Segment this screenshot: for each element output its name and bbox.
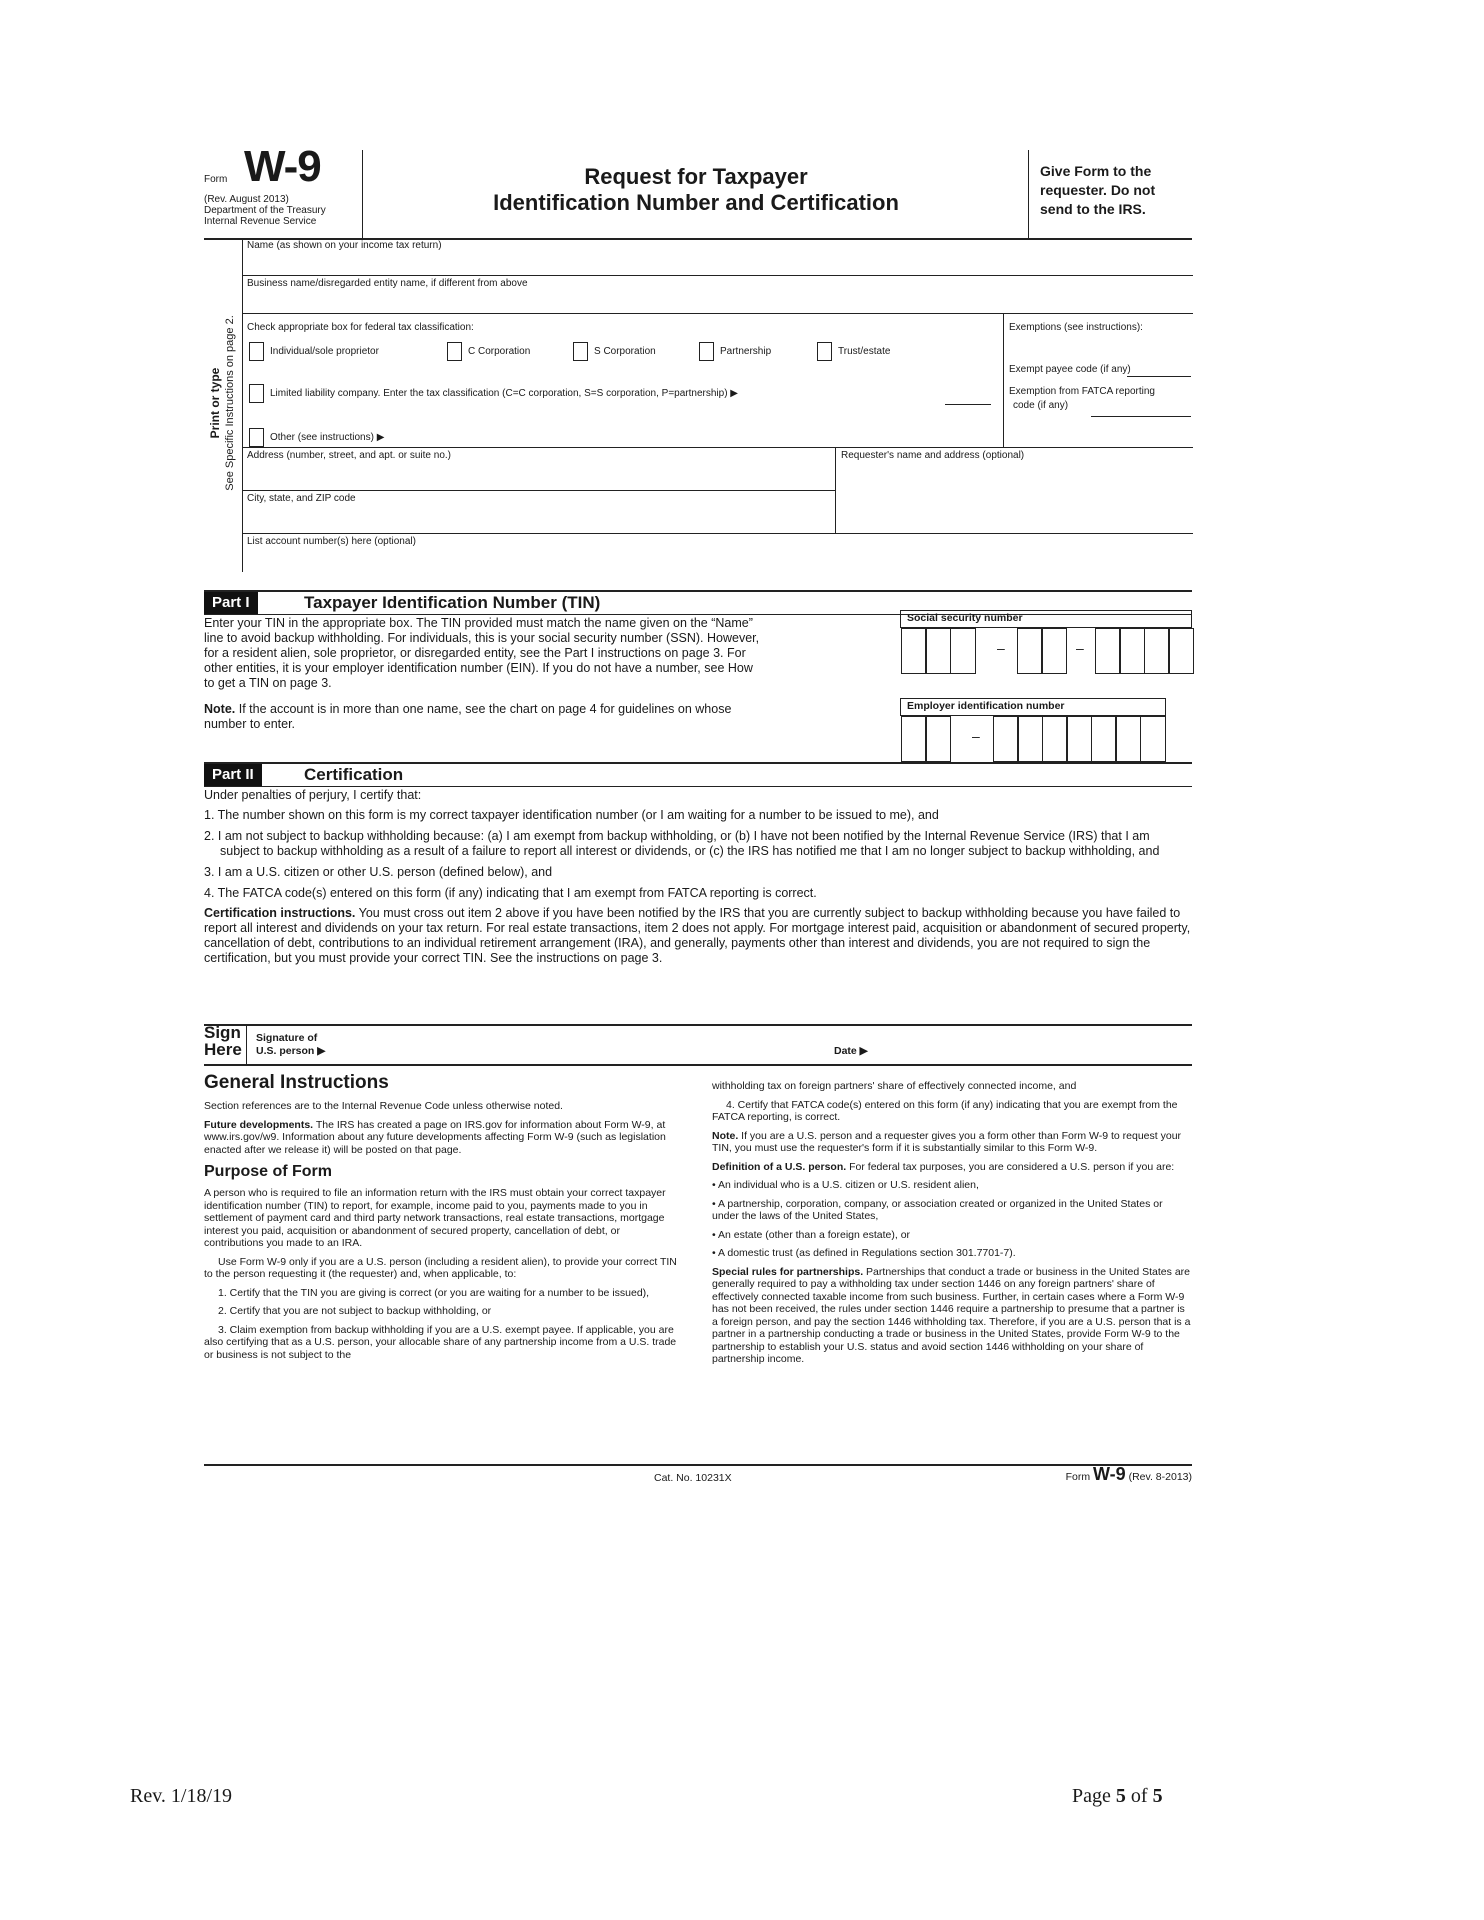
- llc-classification-input[interactable]: [945, 404, 991, 405]
- option-llc[interactable]: [249, 384, 738, 403]
- ssn-digit[interactable]: [925, 628, 951, 674]
- special-text: Partnerships that conduct a trade or business in the United States are generally required to pay a withholding tax under section 1446 on any foreign partners' share of effectively connected taxable income from such business. Further, in certain cases where a Form W-9 has not been received, the rules under section 1446 require a partnership to presume that a partner is a foreign person, and pay the section 1446 withholding tax. Therefore, if you are a U.S. person that is a partner in a partnership conducting a trade or business in the United States, provide Form W-9 to the partnership to establish your U.S. status and avoid section 1446 withholding on your share of partnership income.: [712, 1265, 1191, 1365]
- sig-line-1: Signature of: [256, 1032, 318, 1044]
- city-label: City, state, and ZIP code: [247, 493, 356, 504]
- give-line-3: send to the IRS.: [1040, 201, 1146, 217]
- divider: [362, 150, 363, 238]
- sign-word: Sign: [204, 1023, 241, 1042]
- continued-text: withholding tax on foreign partners' share of effectively connected income, and: [712, 1080, 1077, 1092]
- account-numbers-field[interactable]: [243, 534, 1193, 572]
- ssn-digit[interactable]: [1168, 628, 1194, 674]
- catalog-number: Cat. No. 10231X: [654, 1472, 732, 1484]
- identification-fields: [242, 238, 1193, 572]
- us-person-definition: [712, 1161, 1192, 1174]
- signature-section: [204, 1024, 1192, 1066]
- ssn-digit[interactable]: [1041, 628, 1067, 674]
- page-mid: of: [1125, 1785, 1153, 1807]
- general-instructions-heading: General Instructions: [204, 1072, 389, 1093]
- form-revision-info: [204, 194, 326, 227]
- footer-form-label: Form: [1065, 1471, 1091, 1483]
- service: Internal Revenue Service: [204, 216, 317, 227]
- ein-label-box: [900, 698, 1166, 716]
- exempt-payee-label: Exempt payee code (if any): [1009, 364, 1131, 375]
- city-state-zip-field[interactable]: [243, 491, 836, 533]
- option-label: Limited liability company. Enter the tax classification (C=C corporation, S=S corporation, P=partnership) ▶: [270, 388, 738, 400]
- special-rules-partnerships: [712, 1266, 1192, 1366]
- give-form-note: [1040, 162, 1155, 219]
- special-bold: Special rules for partnerships.: [712, 1265, 864, 1278]
- future-text: The IRS has created a page on IRS.gov for information about Form W-9, at www.irs.gov/w9. Information about any future developments affecting Form W-9 (such as legislation enacted after we release it) will be posted on that page.: [204, 1118, 666, 1156]
- certification-item: 3. I am a U.S. citizen or other U.S. person (defined below), and: [204, 865, 553, 879]
- option-other[interactable]: [249, 428, 384, 447]
- bullet-item: • An individual who is a U.S. citizen or U.S. resident alien,: [712, 1179, 979, 1191]
- ssn-dash: –: [1076, 640, 1084, 656]
- part-2-tag: Part II: [204, 764, 262, 786]
- page-prefix: Page: [1072, 1785, 1116, 1807]
- ssn-digit[interactable]: [901, 628, 927, 674]
- note-bold: Note.: [204, 702, 236, 716]
- certification-item: 1. The number shown on this form is my correct taxpayer identification number (or I am waiting for a number to be issued to me), and: [204, 808, 939, 822]
- classification-label: Check appropriate box for federal tax classification:: [247, 322, 474, 333]
- part-1-title: Taxpayer Identification Number (TIN): [304, 593, 601, 612]
- certification-intro: Under penalties of perjury, I certify that:: [204, 788, 422, 802]
- page-number: [1072, 1785, 1163, 1808]
- give-line-2: requester. Do not: [1040, 182, 1156, 198]
- ein-label: Employer identification number: [907, 700, 1065, 712]
- revision-date: (Rev. August 2013): [204, 194, 289, 205]
- date-label: Date ▶: [834, 1045, 868, 1057]
- bullet-item: • A domestic trust (as defined in Regulations section 301.7701-7).: [712, 1247, 1016, 1259]
- ssn-dash: –: [997, 640, 1005, 656]
- ein-digit[interactable]: [1042, 716, 1068, 762]
- department: Department of the Treasury: [204, 205, 326, 216]
- ein-digit[interactable]: [1066, 716, 1092, 762]
- certification-item: 2. I am not subject to backup withholding because: (a) I am exempt from backup withholding, or (b) I have not been notified by the Internal Revenue Service (IRS) that I am subject to backup withholding as a result of a failure to report all interest or dividends, or (c) the IRS has notified me that I am no longer subject to backup withholding, and: [204, 829, 1160, 858]
- account-numbers-label: List account number(s) here (optional): [247, 536, 416, 547]
- exempt-payee-input[interactable]: [1127, 376, 1191, 377]
- note-bold: Note.: [712, 1129, 739, 1142]
- instructions-note: [712, 1130, 1192, 1155]
- ein-digit[interactable]: [925, 716, 951, 762]
- option-trust-estate[interactable]: [817, 342, 890, 361]
- use-text: Use Form W-9 only if you are a U.S. person (including a resident alien), to provide your correct TIN to the person requesting it (the requester) and, when applicable, to:: [204, 1255, 677, 1280]
- note-text: If you are a U.S. person and a requester gives you a form other than Form W-9 to request your TIN, you must use the requester's form if it is substantially similar to this Form W-9.: [712, 1129, 1182, 1154]
- option-label: Individual/sole proprietor: [270, 346, 379, 358]
- def-text: For federal tax purposes, you are considered a U.S. person if you are:: [846, 1160, 1175, 1173]
- sign-here-label: [204, 1024, 242, 1058]
- section-references: Section references are to the Internal Revenue Code unless otherwise noted.: [204, 1100, 563, 1112]
- name-field[interactable]: [243, 238, 1193, 276]
- ein-digit[interactable]: [901, 716, 927, 762]
- ssn-digit[interactable]: [950, 628, 976, 674]
- requester-field[interactable]: [837, 448, 1193, 533]
- instructions-left-column: [204, 1072, 682, 1367]
- ssn-group-2[interactable]: [1018, 628, 1067, 674]
- address-field[interactable]: [243, 448, 836, 491]
- ein-digit[interactable]: [1140, 716, 1166, 762]
- ssn-label: Social security number: [907, 612, 1023, 624]
- future-developments: [204, 1119, 682, 1157]
- see-specific-instructions: See Specific Instructions on page 2.: [224, 315, 236, 491]
- form-label: Form: [204, 174, 228, 185]
- here-word: Here: [204, 1040, 242, 1059]
- ein-dash: –: [972, 728, 980, 744]
- fatca-label: Exemption from FATCA reporting: [1009, 386, 1155, 397]
- ssn-group-1[interactable]: [902, 628, 976, 674]
- fatca-label-2: code (if any): [1013, 400, 1069, 411]
- business-name-label: Business name/disregarded entity name, if different from above: [247, 278, 528, 289]
- checkbox[interactable]: [249, 342, 264, 361]
- exemptions-label: Exemptions (see instructions):: [1009, 322, 1143, 333]
- form-number: W-9: [244, 142, 321, 191]
- bullet-item: • A partnership, corporation, company, or association created or organized in the United States or under the laws of the United States,: [712, 1197, 1163, 1222]
- ssn-digit[interactable]: [1095, 628, 1121, 674]
- part-1-text: Enter your TIN in the appropriate box. The TIN provided must match the name given on the “Name” line to avoid backup withholding. For individuals, this is your social security number (SSN). However, for a resident alien, sole proprietor, or disregarded entity, see the Part I instructions on page 3. For other entities, it is your employer identification number (EIN). If you do not have a number, see How to get a TIN on page 3.: [204, 616, 760, 690]
- bullet-item: • An estate (other than a foreign estate), or: [712, 1228, 911, 1241]
- print-or-type: Print or type: [208, 367, 222, 439]
- purpose-text: A person who is required to file an information return with the IRS must obtain your correct taxpayer identification number (TIN) to report, for example, income paid to you, payments made to you in settlement of payment card and third party network transactions, real estate transactions, mortgage interest you paid, acquisition or abandonment of secured property, cancellation of debt, or contributions you made to an IRA.: [204, 1187, 666, 1249]
- requester-label: Requester's name and address (optional): [841, 450, 1025, 461]
- name-label: Name (as shown on your income tax return): [247, 240, 442, 251]
- fatca-code-input[interactable]: [1091, 416, 1191, 417]
- ein-group-1[interactable]: [902, 716, 951, 762]
- part-2-header: [204, 762, 1192, 787]
- instruction-item: 2. Certify that you are not subject to backup withholding, or: [218, 1305, 492, 1317]
- option-label: C Corporation: [468, 346, 531, 358]
- sig-line-2: U.S. person ▶: [256, 1045, 326, 1057]
- instruction-item: 1. Certify that the TIN you are giving is correct (or you are waiting for a number to be issued),: [218, 1286, 650, 1299]
- signature-label: [256, 1032, 325, 1058]
- cert-bold: Certification instructions.: [204, 906, 356, 920]
- footer-form-number: W-9: [1093, 1464, 1126, 1484]
- checkbox[interactable]: [817, 342, 832, 361]
- ein-group-2[interactable]: [994, 716, 1166, 762]
- date-input[interactable]: [884, 1028, 1184, 1062]
- part-1-note: [204, 702, 760, 732]
- address-section: [243, 448, 1193, 534]
- give-line-1: Give Form to the: [1040, 163, 1152, 179]
- def-bold: Definition of a U.S. person.: [712, 1160, 847, 1173]
- form-title: [364, 164, 1028, 216]
- signature-input[interactable]: [344, 1028, 824, 1062]
- instructions-right-column: [712, 1080, 1192, 1372]
- divider: [1003, 314, 1004, 447]
- business-name-field[interactable]: [243, 276, 1193, 314]
- form-header: [204, 142, 1192, 240]
- instruction-item: 3. Claim exemption from backup withholding if you are a U.S. exempt payee. If applicable, you are also certifying that as a U.S. person, your allocable share of any partnership income from a U.S. trade or business is not subject to the: [204, 1323, 677, 1361]
- option-partnership[interactable]: [699, 342, 771, 361]
- side-label: [204, 238, 242, 568]
- note-text: If the account is in more than one name, see the chart on page 4 for guidelines on whose number to enter.: [204, 702, 732, 731]
- page-total: 5: [1152, 1785, 1163, 1807]
- certification-instructions: [204, 906, 1192, 966]
- form-footer-divider: [204, 1464, 1192, 1466]
- page-current: 5: [1115, 1785, 1126, 1807]
- page-revision-date: Rev. 1/18/19: [130, 1785, 233, 1807]
- option-label: Trust/estate: [838, 346, 891, 358]
- option-label: S Corporation: [594, 346, 656, 358]
- checkbox[interactable]: [249, 428, 264, 447]
- part-2-title: Certification: [304, 765, 404, 784]
- ssn-digit[interactable]: [1017, 628, 1043, 674]
- title-line-1: Request for Taxpayer: [584, 164, 808, 189]
- divider: [1028, 150, 1029, 238]
- form-footer-id: [1066, 1464, 1192, 1485]
- ssn-group-3[interactable]: [1096, 628, 1194, 674]
- divider: [246, 1026, 247, 1064]
- ein-digit[interactable]: [1091, 716, 1117, 762]
- ssn-label-box: [900, 610, 1192, 628]
- purpose-of-form-heading: Purpose of Form: [204, 1163, 333, 1180]
- checkbox[interactable]: [699, 342, 714, 361]
- checkbox[interactable]: [447, 342, 462, 361]
- part-1-tag: Part I: [204, 592, 258, 614]
- title-line-2: Identification Number and Certification: [493, 190, 899, 215]
- footer-rev: (Rev. 8-2013): [1128, 1471, 1192, 1483]
- ssn-digit[interactable]: [1144, 628, 1170, 674]
- certification-item: 4. The FATCA code(s) entered on this form (if any) indicating that I am exempt from FATCA reporting is correct.: [204, 886, 817, 900]
- ein-digit[interactable]: [1017, 716, 1043, 762]
- option-label: Other (see instructions) ▶: [270, 432, 385, 444]
- option-s-corp[interactable]: [573, 342, 656, 361]
- certification-body: [204, 788, 1192, 966]
- option-label: Partnership: [720, 346, 772, 358]
- tax-classification-section: [243, 314, 1193, 448]
- future-bold: Future developments.: [204, 1118, 314, 1131]
- ein-digit[interactable]: [1115, 716, 1141, 762]
- cert-text: You must cross out item 2 above if you have been notified by the IRS that you are currently subject to backup withholding because you have failed to report all interest and dividends on your tax return. For real estate transactions, item 2 does not apply. For mortgage interest paid, acquisition or abandonment of secured property, cancellation of debt, contributions to an individual retirement arrangement (IRA), and generally, payments other than interest and dividends, you are not required to sign the certification, but you must provide your correct TIN. See the instructions on page 3.: [204, 906, 1191, 965]
- checkbox[interactable]: [573, 342, 588, 361]
- instruction-item: 4. Certify that FATCA code(s) entered on this form (if any) indicating that you are exempt from the FATCA reporting, is correct.: [712, 1098, 1178, 1123]
- checkbox[interactable]: [249, 384, 264, 403]
- option-individual[interactable]: [249, 342, 379, 361]
- ein-digit[interactable]: [993, 716, 1019, 762]
- ssn-digit[interactable]: [1119, 628, 1145, 674]
- address-label: Address (number, street, and apt. or suite no.): [247, 450, 451, 461]
- option-c-corp[interactable]: [447, 342, 530, 361]
